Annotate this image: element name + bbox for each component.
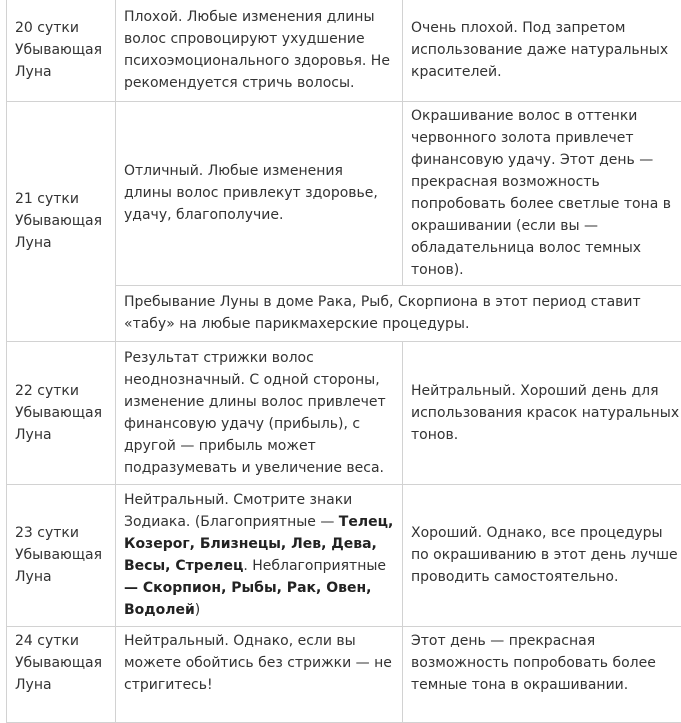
day-cell	[7, 627, 116, 723]
day-cell: 20 сутки Убывающая Луна	[7, 0, 116, 102]
haircut-text: )	[195, 602, 200, 618]
coloring-cell: Очень плохой. Под запретом использование даже натуральных красителей.	[403, 0, 681, 102]
day-cell: 23 сутки Убывающая Луна	[7, 485, 116, 627]
favorable-signs: Телец, Козерог, Близнецы, Лев, Дева, Весы, Стрелец	[124, 514, 393, 574]
day-text: 24 сутки Убывающая Луна	[15, 633, 102, 693]
coloring-cell: Окрашивание волос в оттенки червонного золота привлечет финансовую удачу. Этот день — прекрасная возможность попробовать более светлые тона в окрашивании (если вы — обладательница волос темных тонов).	[403, 102, 681, 286]
haircut-text: . Неблагоприятные	[243, 558, 386, 574]
table-row	[7, 342, 681, 485]
coloring-cell: Хороший. Однако, все процедуры по окрашиванию в этот день лучше проводить самостоятельно.	[403, 485, 681, 627]
haircut-cell	[116, 627, 403, 723]
haircut-cell: Плохой. Любые изменения длины волос спровоцируют ухудшение психоэмоционального здоровья. Не рекомендуется стричь волосы.	[116, 0, 403, 102]
table-row	[7, 0, 681, 102]
table-row	[7, 102, 681, 286]
table-row	[7, 485, 681, 627]
haircut-text: Нейтральный. Смотрите знаки Зодиака. (Благоприятные —	[124, 492, 352, 530]
day-cell: 21 сутки Убывающая Луна	[7, 102, 116, 342]
note-cell: Пребывание Луны в доме Рака, Рыб, Скорпиона в этот период ставит «табу» на любые парикмахерские процедуры.	[116, 286, 681, 342]
haircut-text: Нейтральный. Однако, если вы можете обойтись без стрижки — не стригитесь!	[124, 633, 392, 693]
haircut-cell: Результат стрижки волос неоднозначный. С одной стороны, изменение длины волос привлечет финансовую удачу (прибыль), с другой — прибыль может подразумевать и увеличение веса.	[116, 342, 403, 485]
unfavorable-signs: — Скорпион, Рыбы, Рак, Овен, Водолей	[124, 580, 371, 618]
moon-calendar-table	[6, 0, 681, 723]
day-cell: 22 сутки Убывающая Луна	[7, 342, 116, 485]
haircut-cell	[116, 485, 403, 627]
coloring-cell: Нейтральный. Хороший день для использования красок натуральных тонов.	[403, 342, 681, 485]
table-row	[7, 627, 681, 723]
coloring-cell	[403, 627, 681, 723]
haircut-cell: Отличный. Любые изменения длины волос привлекут здоровье, удачу, благополучие.	[116, 102, 403, 286]
coloring-text: Этот день — прекрасная возможность попробовать более темные тона в окрашивании.	[411, 633, 656, 693]
